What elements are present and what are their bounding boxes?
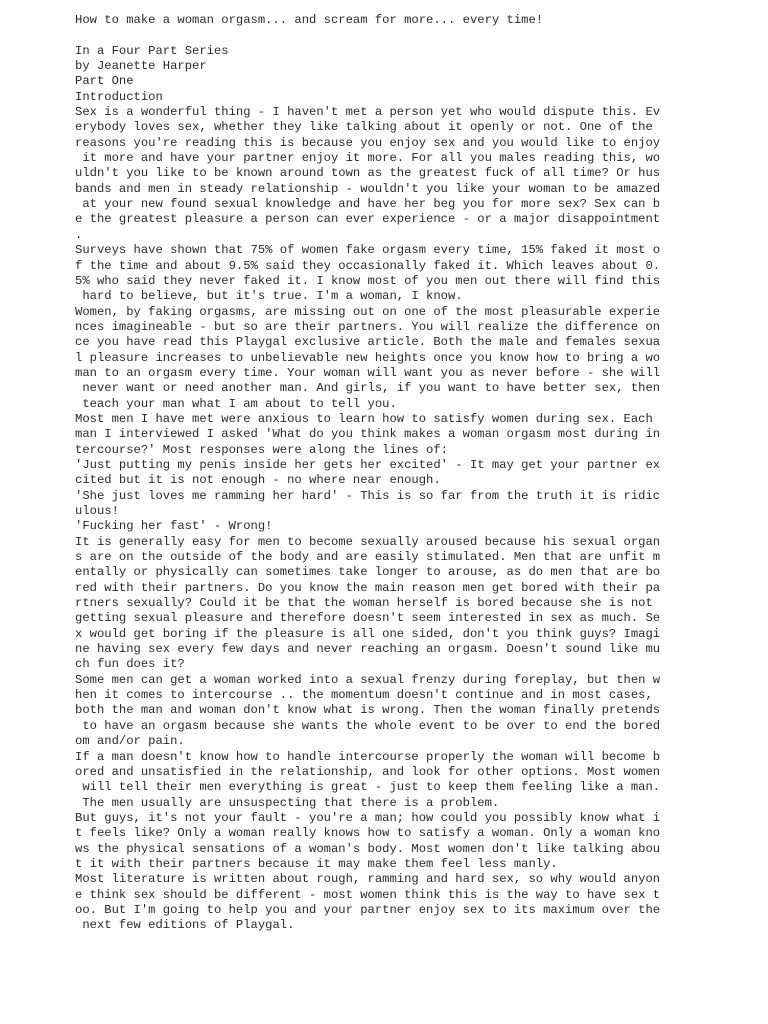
text-line: Most literature is written about rough, ramming and hard sex, so why would anyon [75,872,661,887]
text-line: rtners sexually? Could it be that the woman herself is bored because she is not [75,596,653,611]
text-line: ws the physical sensations of a woman's body. Most women don't like talking abou [75,841,661,856]
text-line: If a man doesn't know how to handle intercourse properly the woman will become b [75,749,661,764]
text-line: In a Four Part Series [75,43,229,58]
text-line: man I interviewed I asked 'What do you think makes a woman orgasm most during in [75,427,661,442]
text-line: 'She just loves me ramming her hard' - This is so far from the truth it is ridic [75,488,661,503]
text-line: x would get boring if the pleasure is all one sided, don't you think guys? Imagi [75,626,661,641]
text-line: 'Fucking her fast' - Wrong! [75,519,273,534]
text-line: by Jeanette Harper [75,59,207,74]
text-line: e the greatest pleasure a person can ever experience - or a major disappointment [75,212,661,227]
text-line [75,28,660,43]
text-line: l pleasure increases to unbelievable new heights once you know how to bring a wo [75,350,661,365]
text-line: ulous! [75,504,119,518]
text-line: . [75,227,83,242]
text-line: teach your man what I am about to tell you. [75,396,397,411]
text-line: t it with their partners because it may make them feel less manly. [75,856,558,871]
text-line: om and/or pain. [75,734,185,749]
text-line: 'Just putting my penis inside her gets her excited' - It may get your partner ex [75,457,661,472]
text-line: ch fun does it? [75,657,185,672]
document-body [75,13,660,934]
text-line: it more and have your partner enjoy it more. For all you males reading this, wo [75,151,661,166]
text-line: Surveys have shown that 75% of women fake orgasm every time, 15% faked it most o [75,243,661,258]
text-line: s are on the outside of the body and are easily stimulated. Men that are unfit m [75,550,661,565]
text-line: ce you have read this Playgal exclusive article. Both the male and females sexua [75,335,661,350]
text-line: Some men can get a woman worked into a sexual frenzy during foreplay, but then w [75,672,661,687]
text-line: both the man and woman don't know what is wrong. Then the woman finally pretends [75,703,661,718]
text-line: to have an orgasm because she wants the whole event to be over to end the bored [75,718,661,733]
text-line: ored and unsatisfied in the relationship, and look for other options. Most women [75,764,661,779]
text-line: tercourse?' Most responses were along the lines of: [75,442,448,457]
text-line: getting sexual pleasure and therefore doesn't seem interested in sex as much. Se [75,611,661,626]
text-line: oo. But I'm going to help you and your partner enjoy sex to its maximum over the [75,902,661,917]
text-line: It is generally easy for men to become sexually aroused because his sexual organ [75,534,661,549]
text-line: cited but it is not enough - no where near enough. [75,473,441,488]
text-line: hen it comes to intercourse .. the momentum doesn't continue and in most cases, [75,688,653,703]
text-line: Sex is a wonderful thing - I haven't met a person yet who would dispute this. Ev [75,105,661,120]
text-line: bands and men in steady relationship - wouldn't you like your woman to be amazed [75,181,661,196]
text-line: will tell their men everything is great - just to keep them feeling like a man. [75,780,661,795]
text-line: entally or physically can sometimes take longer to arouse, as do men that are bo [75,565,661,580]
text-line: Women, by faking orgasms, are missing out on one of the most pleasurable experie [75,304,661,319]
text-line: e think sex should be different - most women think this is the way to have sex t [75,887,661,902]
text-line: But guys, it's not your fault - you're a man; how could you possibly know what i [75,810,661,825]
text-line: Most men I have met were anxious to learn how to satisfy women during sex. Each [75,411,653,426]
text-line: man to an orgasm every time. Your woman will want you as never before - she will [75,365,661,380]
text-line: at your new found sexual knowledge and have her beg you for more sex? Sex can b [75,197,661,212]
text-line: The men usually are unsuspecting that there is a problem. [75,795,500,810]
text-line: Introduction [75,89,163,104]
text-line: red with their partners. Do you know the main reason men get bored with their pa [75,580,661,595]
text-line: How to make a woman orgasm... and scream for more... every time! [75,13,544,27]
text-line: Part One [75,74,134,89]
text-line: nces imagineable - but so are their partners. You will realize the difference on [75,319,661,334]
text-line: reasons you're reading this is because you enjoy sex and you would like to enjoy [75,135,661,150]
text-line: hard to believe, but it's true. I'm a woman, I know. [75,289,463,304]
text-line: ne having sex every few days and never reaching an orgasm. Doesn't sound like mu [75,642,661,657]
text-line: uldn't you like to be known around town as the greatest fuck of all time? Or hus [75,166,661,181]
text-line: never want or need another man. And girls, if you want to have better sex, then [75,381,661,396]
text-line: t feels like? Only a woman really knows how to satisfy a woman. Only a woman kno [75,826,661,841]
text-line: 5% who said they never faked it. I know most of you men out there will find this [75,273,661,288]
text-line: f the time and about 9.5% said they occasionally faked it. Which leaves about 0. [75,258,661,273]
text-line: next few editions of Playgal. [75,918,295,933]
text-line: erybody loves sex, whether they like talking about it openly or not. One of the [75,120,653,135]
